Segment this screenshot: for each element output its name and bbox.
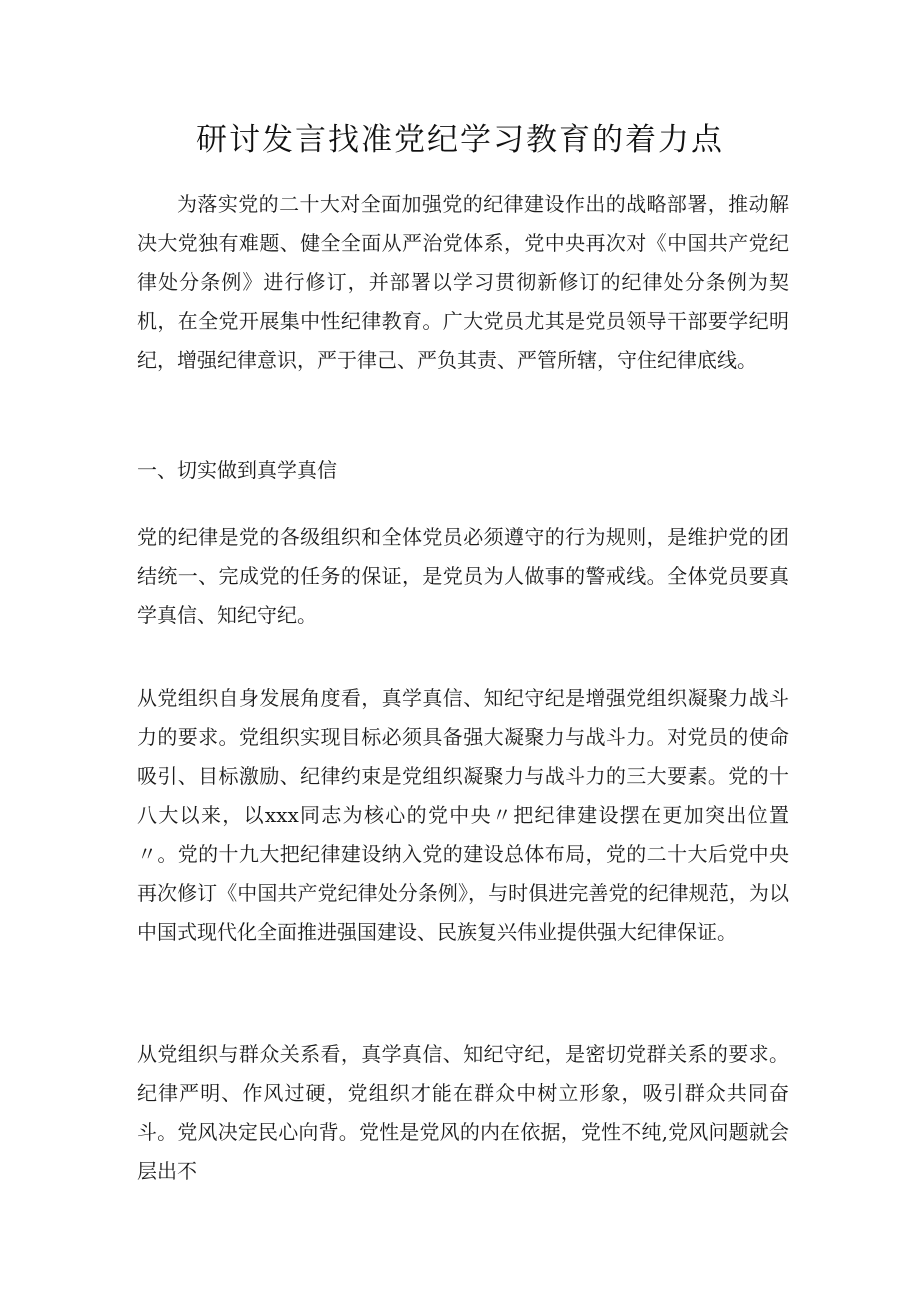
section-heading: 一、切实做到真学真信 [137,458,337,482]
document-title: 研讨发言找准党纪学习教育的着力点 [196,122,724,158]
body-paragraph-2: 从党组织自身发展角度看，真学真信、知纪守纪是增强党组织凝聚力战斗力的要求。党组织实现目标必须具备强大凝聚力与战斗力。对党员的使命吸引、目标激励、纪律约束是党组织凝聚力与战斗力的三大要素。党的十八大以来，以xxx同志为核心的党中央〃把纪律建设摆在更加突出位置〃。党的十九大把纪律建设纳入党的建设总体布局，党的二十大后党中央再次修订《中国共产党纪律处分条例》，与时俱进完善党的纪律规范，为以中国式现代化全面推进强国建设、民族复兴伟业提供强大纪律保证。 [137,686,789,944]
body-paragraph-3: 从党组织与群众关系看，真学真信、知纪守纪，是密切党群关系的要求。纪律严明、作风过硬，党组织才能在群众中树立形象，吸引群众共同奋斗。党风决定民心向背。党性是党风的内在依据，党性不纯,党风问题就会层出不 [137,1042,789,1183]
body-paragraph-1: 党的纪律是党的各级组织和全体党员必须遵守的行为规则，是维护党的团结统一、完成党的任务的保证，是党员为人做事的警戒线。全体党员要真学真信、知纪守纪。 [137,525,789,627]
intro-paragraph: 为落实党的二十大对全面加强党的纪律建设作出的战略部署，推动解决大党独有难题、健全全面从严治党体系，党中央再次对《中国共产党纪律处分条例》进行修订，并部署以学习贯彻新修订的纪律处分条例为契机，在全党开展集中性纪律教育。广大党员尤其是党员领导干部要学纪明纪，增强纪律意识，严于律己、严负其责、严管所辖，守住纪律底线。 [137,192,789,372]
